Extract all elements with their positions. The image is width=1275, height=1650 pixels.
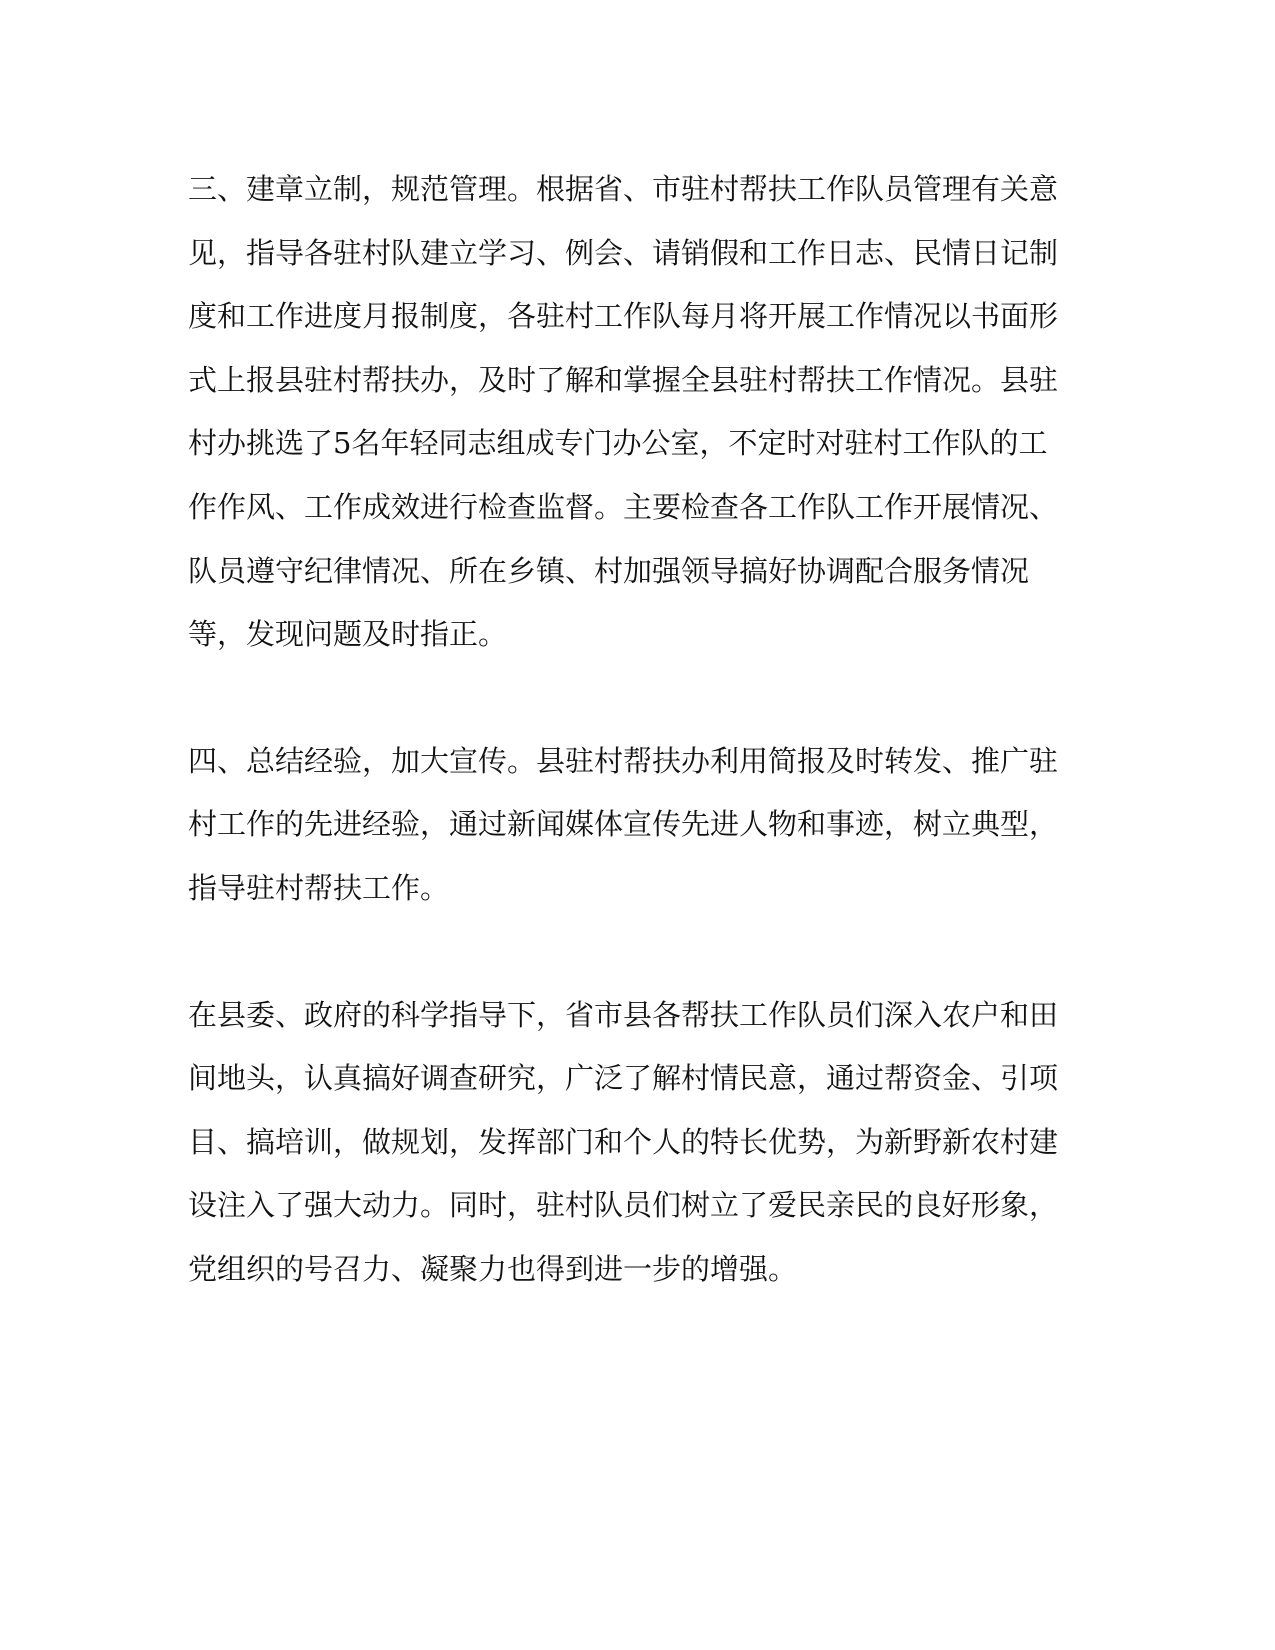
- paragraph-publicity: 四、总结经验，加大宣传。县驻村帮扶办利用简报及时转发、推广驻村工作的先进经验，通过新闻媒体宣传先进人物和事迹，树立典型，指导驻村帮扶工作。: [188, 743, 1059, 905]
- paragraph-summary: 在县委、政府的科学指导下，省市县各帮扶工作队员们深入农户和田间地头，认真搞好调查研究，广泛了解村情民意，通过帮资金、引项目、搞培训，做规划，发挥部门和个人的特长优势，为新野新农村建设注入了强大动力。同时，驻村队员们树立了爱民亲民的良好形象，党组织的号召力、凝聚力也得到进一步的增强。: [188, 997, 1059, 1286]
- document-body: [188, 158, 1068, 1302]
- paragraph-regulations: 三、建章立制，规范管理。根据省、市驻村帮扶工作队员管理有关意见，指导各驻村队建立学习、例会、请销假和工作日志、民情日记制度和工作进度月报制度，各驻村工作队每月将开展工作情况以书面形式上报县驻村帮扶办，及时了解和掌握全县驻村帮扶工作情况。县驻村办挑选了5名年轻同志组成专门办公室，不定时对驻村工作队的工作作风、工作成效进行检查监督。主要检查各工作队工作开展情况、队员遵守纪律情况、所在乡镇、村加强领导搞好协调配合服务情况等，发现问题及时指正。: [188, 172, 1059, 652]
